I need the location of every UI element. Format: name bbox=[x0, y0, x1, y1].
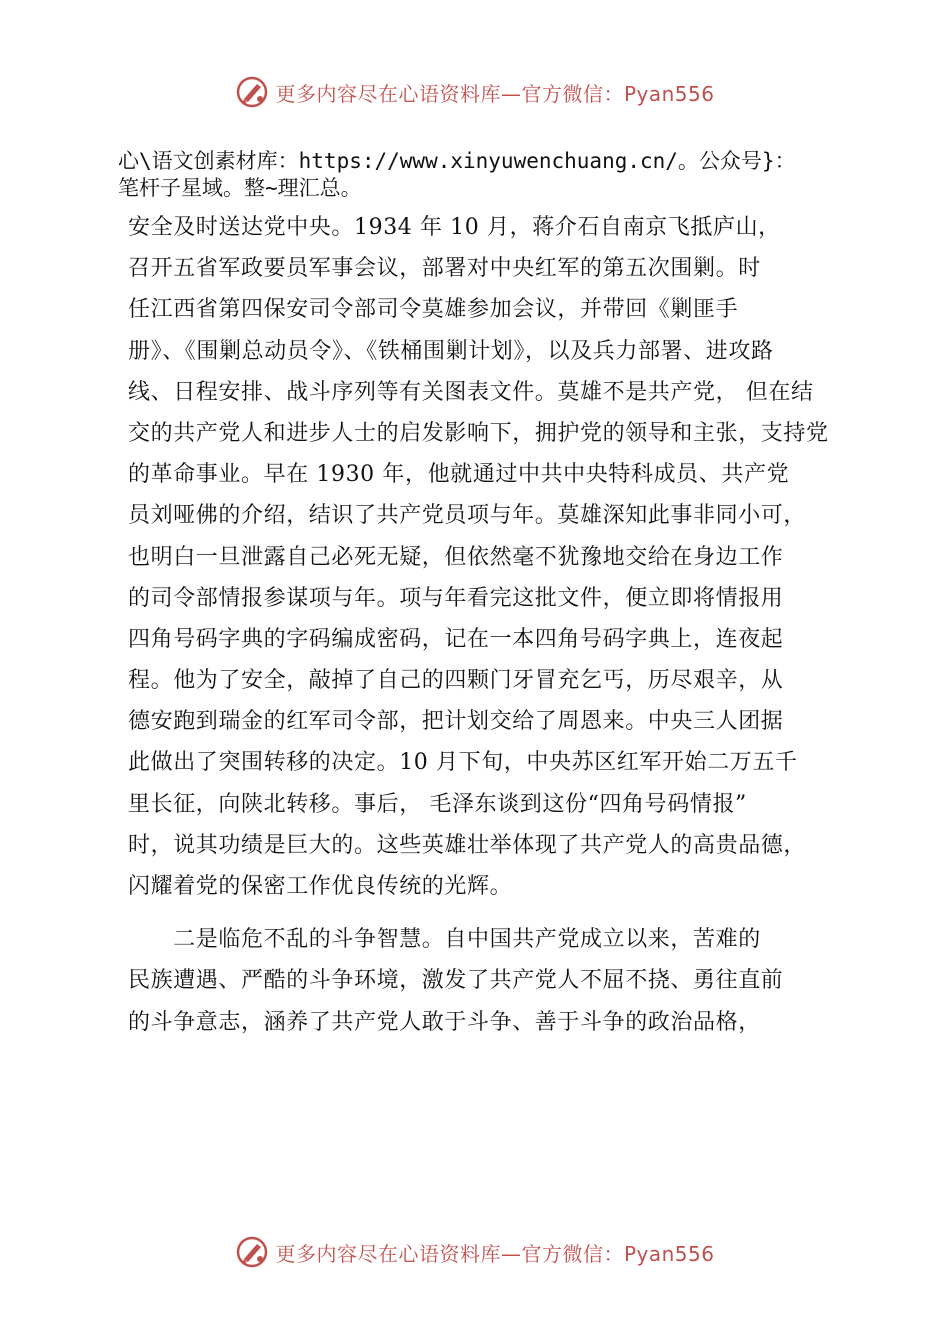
header-watermark bbox=[0, 72, 950, 112]
text-line: 安全及时送达党中央。1934 年 10 月，蒋介石自南京飞抵庐山， bbox=[128, 215, 781, 240]
text-line: 程。他为了安全，敲掉了自己的四颗门牙冒充乞丐，历尽艰辛，从 bbox=[128, 668, 784, 694]
source-note bbox=[118, 148, 838, 202]
source-note-line: 笔杆子星域。整~理汇总。 bbox=[118, 176, 362, 200]
document-body bbox=[128, 207, 840, 1043]
text-line: 的斗争意志，涵养了共产党人敢于斗争、善于斗争的政治品格， bbox=[128, 1009, 761, 1035]
text-line: 召开五省军政要员军事会议，部署对中央红军的第五次围剿。时 bbox=[128, 256, 761, 282]
text-line: 任江西省第四保安司令部司令莫雄参加会议，并带回《剿匪手 bbox=[128, 297, 739, 323]
text-line: 册》、《围剿总动员令》、《铁桶围剿计划》，以及兵力部署、进攻路 bbox=[128, 338, 774, 364]
text-line: 交的共产党人和进步人士的启发影响下，拥护党的领导和主张，支持党 bbox=[128, 420, 829, 446]
text-line: 民族遭遇、严酷的斗争环境，激发了共产党人不屈不挠、勇往直前 bbox=[128, 968, 784, 994]
text-line: 里长征，向陕北转移。事后， 毛泽东谈到这份“四角号码情报” bbox=[128, 791, 747, 817]
pen-seal-icon bbox=[235, 1235, 269, 1269]
text-line: 也明白一旦泄露自己必死无疑，但依然毫不犹豫地交给在身边工作 bbox=[128, 544, 784, 570]
pen-seal-icon bbox=[235, 75, 269, 109]
text-line: 线、日程安排、战斗序列等有关图表文件。莫雄不是共产党， 但在结 bbox=[128, 379, 814, 405]
text-line: 员刘哑佛的介绍，结识了共产党员项与年。莫雄深知此事非同小可， bbox=[128, 503, 807, 529]
watermark-text: 更多内容尽在心语资料库—官方微信：Pyan556 bbox=[275, 1241, 715, 1266]
text-line: 此做出了突围转移的决定。10 月下旬，中央苏区红军开始二万五千 bbox=[128, 750, 798, 776]
source-note-line: 心\语文创素材库：https://www.xinyuwenchuang.cn/。公众号}： bbox=[118, 149, 796, 173]
text-line: 德安跑到瑞金的红军司令部，把计划交给了周恩来。中央三人团据 bbox=[128, 709, 784, 735]
text-line: 四角号码字典的字码编成密码，记在一本四角号码字典上，连夜起 bbox=[128, 626, 784, 652]
text-line: 的革命事业。早在 1930 年，他就通过中共中央特科成员、共产党 bbox=[128, 462, 790, 488]
text-line: 时，说其功绩是巨大的。这些英雄壮举体现了共产党人的高贵品德， bbox=[128, 832, 807, 858]
watermark-text: 更多内容尽在心语资料库—官方微信：Pyan556 bbox=[275, 81, 715, 106]
text-line: 二是临危不乱的斗争智慧。自中国共产党成立以来，苦难的 bbox=[128, 927, 761, 953]
text-line: 的司令部情报参谋项与年。项与年看完这批文件，便立即将情报用 bbox=[128, 585, 784, 611]
footer-watermark bbox=[0, 1232, 950, 1272]
text-line: 闪耀着党的保密工作优良传统的光辉。 bbox=[128, 874, 513, 899]
